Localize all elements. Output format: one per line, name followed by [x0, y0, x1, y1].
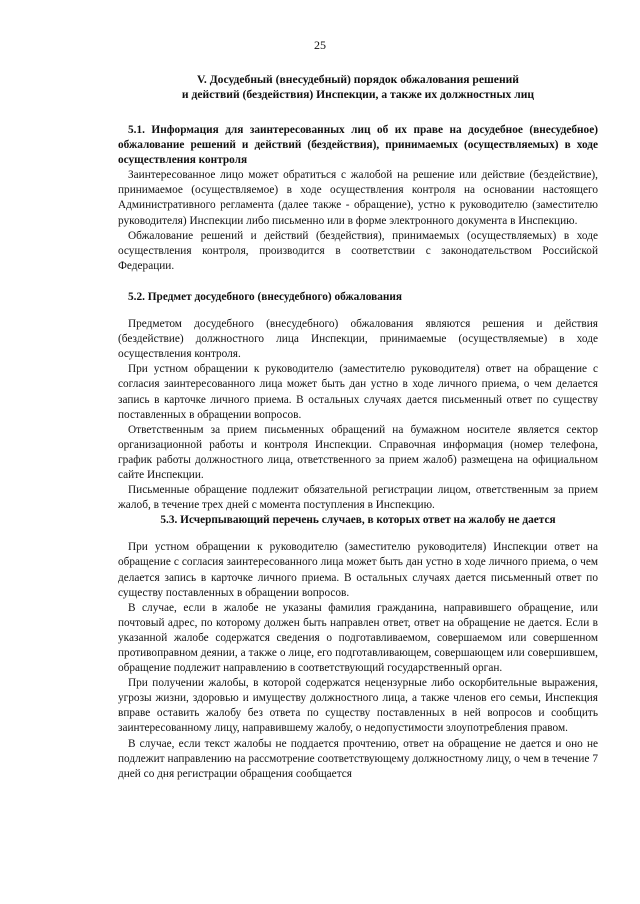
section-5-2-paragraph-1: Предметом досудебного (внесудебного) обжалования являются решения и действия (бездействие) должностного лица Инспекции, принимаемые (осуществляемые) в ходе осуществления контроля. [118, 318, 598, 361]
page-number: 25 [314, 38, 326, 52]
section-5-3-paragraph-3: При получении жалобы, в которой содержатся нецензурные либо оскорбительные выражения, угрозы жизни, здоровью и имуществу должностного лица, а также членов его семьи, Инспекция вправе оставить жалобу без ответа по существу поставленных в ней вопросов и сообщить заинтересованному лицу, направившему жалобу, о недопустимости злоупотребления правом. [118, 677, 598, 735]
section-5-1-paragraph-1: Заинтересованное лицо может обратиться с жалобой на решение или действие (бездействие), принимаемое (осуществляемое) в ходе осуществления контроля на основании настоящего Административного регламента (далее также - обращение), устно к руководителю (заместителю руководителя) Инспекции либо письменно или в форме электронного документа в Инспекцию. [118, 169, 598, 227]
spacer [118, 274, 598, 290]
section-5-1-paragraph-2: Обжалование решений и действий (бездействия), принимаемых (осуществляемых) в ходе осуществления контроля, производится в соответствии с законодательством Российской Федерации. [118, 229, 598, 272]
section-5-3-paragraph-2: В случае, если в жалобе не указаны фамилия гражданина, направившего обращение, или почтовый адрес, по которому должен быть направлен ответ, ответ на обращение не дается. Если в указанной жалобе содержатся сведения о подготавливаемом, совершаемом или совершенном противоправном деянии, а также о лице, его подготавливающем, совершающем или совершившем, обращение подлежит направлению в соответствующий государственный орган. [118, 601, 598, 675]
section-5-3-heading: 5.3. Исчерпывающий перечень случаев, в которых ответ на жалобу не дается [160, 514, 556, 527]
chapter-title [118, 72, 598, 102]
spacer [118, 528, 598, 540]
section-5-2-heading: 5.2. Предмет досудебного (внесудебного) обжалования [128, 290, 403, 303]
chapter-title-line-1: V. Досудебный (внесудебный) порядок обжалования решений [197, 73, 519, 86]
section-5-2-paragraph-4: Письменные обращение подлежит обязательной регистрации лицом, ответственным за прием жалоб, в течение трех дней с момента поступления в Инспекцию. [118, 484, 598, 512]
section-5-2-paragraph-2: При устном обращении к руководителю (заместителю руководителя) ответ на обращение с согласия заинтересованного лица может быть дан устно в ходе личного приема, о чем делается запись в карточке личного приема. В остальных случаях дается письменный ответ по существу поставленных в обращении вопросов. [118, 363, 598, 421]
section-5-1-heading: 5.1. Информация для заинтересованных лиц об их праве на досудебное (внесудебное) обжалование решений и действий (бездействия), принимаемых (осуществляемых) в ходе осуществления контроля [118, 124, 598, 167]
section-5-2-paragraph-3: Ответственным за прием письменных обращений на бумажном носителе является сектор организационной работы и контроля Инспекции. Справочная информация (номер телефона, график работы должностного лица, ответственного за прием жалоб) размещена на официальном сайте Инспекции. [118, 423, 598, 481]
section-5-3-paragraph-1: При устном обращении к руководителю (заместителю руководителя) Инспекции ответ на обращение с согласия заинтересованного лица может быть дан устно в ходе личного приема, о чем делается запись в карточке личного приема. В остальных случаях дается письменный ответ по существу поставленных в обращении вопросов. [118, 541, 598, 599]
spacer [118, 305, 598, 317]
page-content [118, 72, 598, 782]
section-5-3-paragraph-4: В случае, если текст жалобы не поддается прочтению, ответ на обращение не дается и оно не подлежит направлению на рассмотрение соответствующему должностному лицу, о чем в течение 7 дней со дня регистрации обращения сообщается [118, 737, 598, 780]
chapter-title-line-2: и действий (бездействия) Инспекции, а также их должностных лиц [181, 88, 535, 101]
